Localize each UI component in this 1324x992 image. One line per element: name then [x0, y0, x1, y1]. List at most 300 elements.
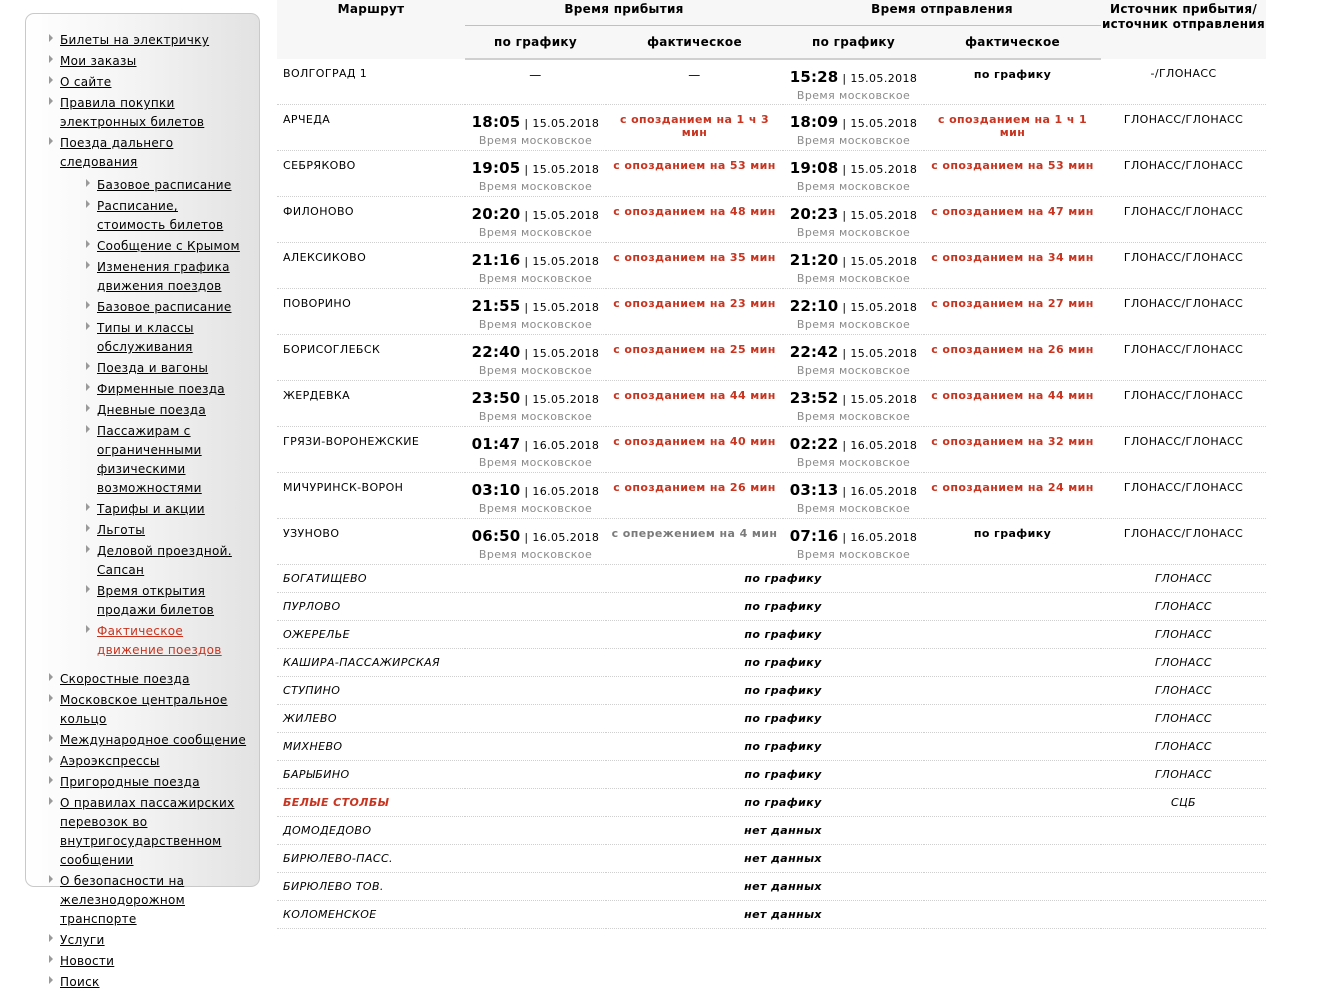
timezone-label: Время московское: [478, 410, 593, 423]
station-name: БОГАТИЩЕВО: [277, 565, 465, 593]
sidebar-subitem: [84, 317, 244, 355]
sidebar-subitem: [84, 174, 244, 193]
actual-cell: [606, 105, 783, 151]
status-text: по графику: [744, 572, 822, 585]
actual-cell: [924, 473, 1101, 519]
date-separator: |: [520, 117, 533, 130]
actual-cell: [606, 335, 783, 381]
bullet-arrow-icon: [49, 137, 53, 145]
timezone-label: Время московское: [478, 272, 593, 285]
status-text: по графику: [744, 768, 822, 781]
station-name: ПОВОРИНО: [277, 289, 465, 335]
source-cell: ГЛОНАСС/ГЛОНАСС: [1101, 105, 1266, 151]
sidebar-item: [47, 729, 247, 748]
actual-status: —: [688, 67, 701, 82]
sidebar-item: [47, 132, 247, 658]
station-name: КОЛОМЕНСКОЕ: [277, 901, 465, 929]
actual-cell: [924, 59, 1101, 105]
date-value: 15.05.2018: [532, 393, 600, 406]
sidebar-subitem: [84, 235, 244, 254]
source-cell: ГЛОНАСС/ГЛОНАСС: [1101, 519, 1266, 565]
sidebar-link[interactable]: Аэроэкспрессы: [60, 754, 160, 768]
date-separator: |: [520, 255, 533, 268]
timezone-label: Время московское: [796, 318, 911, 331]
actual-cell: [924, 197, 1101, 243]
status-text: нет данных: [744, 908, 822, 921]
time-cell: [465, 243, 606, 289]
source-cell: [1101, 873, 1266, 901]
table-row: [277, 845, 1266, 873]
actual-status: по графику: [973, 527, 1052, 540]
sidebar-link[interactable]: О безопасности на железнодорожном транспорте: [60, 874, 185, 926]
bullet-arrow-icon: [86, 625, 90, 633]
actual-status: с опозданием на 1 ч 3 мин: [619, 113, 770, 139]
table-row: [277, 621, 1266, 649]
actual-status: с опозданием на 53 мин: [931, 159, 1094, 172]
timezone-label: Время московское: [796, 180, 911, 193]
timezone-label: Время московское: [796, 226, 911, 239]
sidebar-link[interactable]: Мои заказы: [60, 54, 137, 68]
date-value: 15.05.2018: [850, 393, 918, 406]
timezone-label: Время московское: [478, 548, 593, 561]
date-separator: |: [838, 531, 851, 544]
sidebar-item: [47, 950, 247, 969]
status-text: нет данных: [744, 852, 822, 865]
departure-header: Время отправления: [783, 0, 1101, 25]
time-value: 21:16: [471, 251, 521, 269]
status-cell: [465, 845, 1101, 873]
sidebar-item: [47, 689, 247, 727]
station-name: МИХНЕВО: [277, 733, 465, 761]
actual-status: с опозданием на 26 мин: [931, 343, 1094, 356]
actual-status: с опозданием на 44 мин: [613, 389, 776, 402]
sidebar-link[interactable]: О сайте: [60, 75, 112, 89]
date-separator: |: [838, 255, 851, 268]
date-value: 15.05.2018: [850, 117, 918, 130]
station-name: ДОМОДЕДОВО: [277, 817, 465, 845]
source-cell: [1101, 845, 1266, 873]
bullet-arrow-icon: [86, 200, 90, 208]
sidebar-subitem: [84, 256, 244, 294]
source-cell: -/ГЛОНАСС: [1101, 59, 1266, 105]
time-cell: [783, 473, 924, 519]
timezone-label: Время московское: [796, 548, 911, 561]
table-row: [277, 761, 1266, 789]
actual-cell: [924, 289, 1101, 335]
sidebar-link[interactable]: О правилах пассажирских перевозок во внутригосударственном сообщении: [60, 796, 235, 867]
station-name: АРЧЕДА: [277, 105, 465, 151]
time-cell: [465, 335, 606, 381]
source-cell: ГЛОНАСС/ГЛОНАСС: [1101, 151, 1266, 197]
actual-status: с опозданием на 53 мин: [613, 159, 776, 172]
actual-status: с опозданием на 26 мин: [613, 481, 776, 494]
station-name: ЖЕРДЕВКА: [277, 381, 465, 427]
sidebar-link[interactable]: Тарифы и акции: [97, 502, 205, 516]
sidebar-link[interactable]: Поиск: [60, 975, 100, 989]
date-value: 16.05.2018: [850, 485, 918, 498]
date-value: 15.05.2018: [850, 71, 918, 85]
time-value: 22:40: [471, 343, 521, 361]
source-cell: ГЛОНАСС: [1101, 621, 1266, 649]
sidebar-link[interactable]: Льготы: [97, 523, 146, 537]
date-separator: |: [838, 301, 851, 314]
empty-dash: —: [529, 67, 542, 82]
actual-status: по графику: [973, 67, 1052, 81]
sidebar-item: [47, 750, 247, 769]
time-cell: [465, 105, 606, 151]
source-cell: ГЛОНАСС/ГЛОНАСС: [1101, 335, 1266, 381]
date-value: 16.05.2018: [532, 485, 600, 498]
status-cell: [465, 789, 1101, 817]
sidebar-item: [47, 792, 247, 868]
bullet-arrow-icon: [49, 76, 53, 84]
bullet-arrow-icon: [86, 322, 90, 330]
timezone-label: Время московское: [478, 364, 593, 377]
source-cell: ГЛОНАСС/ГЛОНАСС: [1101, 427, 1266, 473]
actual-status: с опозданием на 27 мин: [931, 297, 1094, 310]
status-cell: [465, 733, 1101, 761]
actual-cell: [606, 519, 783, 565]
time-value: 18:05: [471, 113, 521, 131]
train-movement-table: [277, 0, 1266, 929]
sidebar-submenu: [84, 174, 244, 658]
time-value: 23:52: [789, 389, 839, 407]
actual-cell: [924, 519, 1101, 565]
sidebar-item: [47, 71, 247, 90]
source-cell: ГЛОНАСС: [1101, 649, 1266, 677]
date-value: 15.05.2018: [532, 209, 600, 222]
status-text: по графику: [744, 684, 822, 697]
date-value: 16.05.2018: [532, 439, 600, 452]
sidebar-link[interactable]: Скоростные поезда: [60, 672, 190, 686]
date-value: 15.05.2018: [850, 163, 918, 176]
actual-cell: [924, 243, 1101, 289]
status-text: по графику: [744, 656, 822, 669]
bullet-arrow-icon: [49, 97, 53, 105]
bullet-arrow-icon: [86, 585, 90, 593]
sidebar-subitem: [84, 357, 244, 376]
station-name: ФИЛОНОВО: [277, 197, 465, 243]
bullet-arrow-icon: [86, 261, 90, 269]
bullet-arrow-icon: [49, 734, 53, 742]
sidebar-link[interactable]: Типы и классы обслуживания: [97, 321, 194, 354]
time-value: 03:13: [789, 481, 839, 499]
status-cell: [465, 593, 1101, 621]
source-cell: ГЛОНАСС/ГЛОНАСС: [1101, 243, 1266, 289]
status-cell: [465, 677, 1101, 705]
sidebar-link[interactable]: Поезда дальнего следования: [60, 136, 174, 169]
status-text: нет данных: [744, 824, 822, 837]
sidebar-subitem: [84, 540, 244, 578]
actual-cell: [606, 197, 783, 243]
bullet-arrow-icon: [49, 55, 53, 63]
bullet-arrow-icon: [86, 545, 90, 553]
time-cell: [783, 151, 924, 197]
time-cell: [783, 105, 924, 151]
bullet-arrow-icon: [86, 362, 90, 370]
time-cell: [783, 427, 924, 473]
sidebar-subitem: [84, 378, 244, 397]
sidebar-link-active[interactable]: Фактическое движение поездов: [97, 624, 222, 657]
station-name: БАРЫБИНО: [277, 761, 465, 789]
sidebar-link[interactable]: Сообщение с Крымом: [97, 239, 240, 253]
time-cell: [465, 473, 606, 519]
date-separator: |: [838, 439, 851, 452]
route-header: Маршрут: [277, 0, 465, 59]
sidebar-link[interactable]: Новости: [60, 954, 115, 968]
sidebar-subitem: [84, 195, 244, 233]
sidebar-link[interactable]: Изменения графика движения поездов: [97, 260, 230, 293]
date-separator: |: [838, 393, 851, 406]
date-separator: |: [838, 163, 851, 176]
bullet-arrow-icon: [49, 976, 53, 984]
date-value: 15.05.2018: [850, 255, 918, 268]
station-name: БОРИСОГЛЕБСК: [277, 335, 465, 381]
sidebar-item: [47, 771, 247, 790]
table-row: [277, 243, 1266, 289]
status-text: по графику: [744, 628, 822, 641]
table-row: [277, 473, 1266, 519]
sidebar-link[interactable]: Деловой проездной. Сапсан: [97, 544, 232, 577]
actual-cell: [606, 151, 783, 197]
status-text: нет данных: [744, 880, 822, 893]
actual-status: с опозданием на 32 мин: [931, 435, 1094, 448]
bullet-arrow-icon: [86, 404, 90, 412]
timezone-label: Время московское: [796, 134, 911, 147]
sidebar-item: [47, 971, 247, 990]
sidebar-subitem: [84, 498, 244, 517]
actual-status: с опозданием на 48 мин: [613, 205, 776, 218]
sidebar-subitem: [84, 296, 244, 315]
date-value: 15.05.2018: [532, 117, 600, 130]
timezone-label: Время московское: [478, 318, 593, 331]
table-row: [277, 649, 1266, 677]
source-cell: ГЛОНАСС: [1101, 677, 1266, 705]
date-separator: |: [838, 347, 851, 360]
sidebar-link[interactable]: Расписание, стоимость билетов: [97, 199, 224, 232]
date-value: 15.05.2018: [532, 255, 600, 268]
sidebar-link[interactable]: Московское центральное кольцо: [60, 693, 228, 726]
actual-cell: [924, 105, 1101, 151]
date-value: 16.05.2018: [850, 531, 918, 544]
sidebar-item: [47, 929, 247, 948]
timezone-label: Время московское: [796, 272, 911, 285]
time-cell: [783, 289, 924, 335]
actual-status: с опозданием на 34 мин: [931, 251, 1094, 264]
table-row: [277, 593, 1266, 621]
time-value: 15:28: [789, 67, 839, 86]
station-name: БЕЛЫЕ СТОЛБЫ: [277, 789, 465, 817]
station-name: МИЧУРИНСК-ВОРОН: [277, 473, 465, 519]
sidebar-item: [47, 29, 247, 48]
sidebar-link[interactable]: Услуги: [60, 933, 105, 947]
date-separator: |: [520, 163, 533, 176]
timezone-label: Время московское: [796, 88, 911, 102]
date-value: 15.05.2018: [850, 301, 918, 314]
source-cell: ГЛОНАСС: [1101, 761, 1266, 789]
station-name: УЗУНОВО: [277, 519, 465, 565]
sidebar-item: [47, 668, 247, 687]
station-name: АЛЕКСИКОВО: [277, 243, 465, 289]
time-cell: [783, 59, 924, 105]
table-row: [277, 519, 1266, 565]
status-text: по графику: [744, 600, 822, 613]
date-separator: |: [520, 301, 533, 314]
sidebar-item: [47, 870, 247, 927]
date-value: 15.05.2018: [532, 347, 600, 360]
bullet-arrow-icon: [49, 875, 53, 883]
table-row: [277, 151, 1266, 197]
bullet-arrow-icon: [86, 524, 90, 532]
time-value: 20:23: [789, 205, 839, 223]
timezone-label: Время московское: [796, 502, 911, 515]
source-cell: [1101, 901, 1266, 929]
table-row: [277, 789, 1266, 817]
actual-status: с опозданием на 40 мин: [613, 435, 776, 448]
date-separator: |: [520, 209, 533, 222]
date-value: 15.05.2018: [532, 163, 600, 176]
bullet-arrow-icon: [49, 694, 53, 702]
time-cell: [783, 243, 924, 289]
time-value: 01:47: [471, 435, 521, 453]
actual-status: с опозданием на 44 мин: [931, 389, 1094, 402]
sidebar-subitem: [84, 580, 244, 618]
bullet-arrow-icon: [86, 179, 90, 187]
time-cell: [465, 381, 606, 427]
date-separator: |: [520, 393, 533, 406]
departure-scheduled-header: по графику: [783, 25, 924, 59]
sidebar-link[interactable]: Время открытия продажи билетов: [97, 584, 215, 617]
date-separator: |: [520, 439, 533, 452]
source-cell: ГЛОНАСС: [1101, 705, 1266, 733]
table-row: [277, 873, 1266, 901]
actual-status: с опозданием на 47 мин: [931, 205, 1094, 218]
table-row: [277, 335, 1266, 381]
source-cell: ГЛОНАСС: [1101, 733, 1266, 761]
sidebar-link[interactable]: Поезда и вагоны: [97, 361, 209, 375]
status-cell: [465, 761, 1101, 789]
actual-cell: [606, 289, 783, 335]
actual-status: с опозданием на 25 мин: [613, 343, 776, 356]
timezone-label: Время московское: [796, 364, 911, 377]
source-cell: ГЛОНАСС/ГЛОНАСС: [1101, 197, 1266, 243]
date-separator: |: [520, 531, 533, 544]
table-row: [277, 197, 1266, 243]
station-name: БИРЮЛЕВО-ПАСС.: [277, 845, 465, 873]
actual-cell: [924, 151, 1101, 197]
sidebar-link[interactable]: Билеты на электричку: [60, 33, 210, 47]
arrival-actual-header: фактическое: [606, 25, 783, 59]
source-cell: ГЛОНАСС/ГЛОНАСС: [1101, 289, 1266, 335]
timezone-label: Время московское: [478, 502, 593, 515]
time-value: 22:10: [789, 297, 839, 315]
actual-cell: [606, 381, 783, 427]
status-cell: [465, 621, 1101, 649]
status-text: по графику: [744, 712, 822, 725]
station-name: ЖИЛЕВО: [277, 705, 465, 733]
time-cell: [465, 197, 606, 243]
timezone-label: Время московское: [478, 456, 593, 469]
sidebar-link[interactable]: Международное сообщение: [60, 733, 247, 747]
date-value: 15.05.2018: [850, 209, 918, 222]
sidebar-link[interactable]: Пассажирам с ограниченными физическими возможностями: [97, 424, 202, 495]
date-value: 15.05.2018: [850, 347, 918, 360]
sidebar-link[interactable]: Базовое расписание: [97, 178, 232, 192]
time-value: 21:20: [789, 251, 839, 269]
sidebar-link[interactable]: Пригородные поезда: [60, 775, 200, 789]
sidebar-nav: [25, 13, 260, 989]
sidebar-subitem: [84, 519, 244, 538]
sidebar-item: [47, 92, 247, 130]
status-cell: [465, 649, 1101, 677]
bullet-arrow-icon: [49, 673, 53, 681]
actual-cell: [606, 59, 783, 105]
time-value: 22:42: [789, 343, 839, 361]
time-value: 19:08: [789, 159, 839, 177]
time-value: 03:10: [471, 481, 521, 499]
sidebar-subitem: [84, 420, 244, 496]
table-row: [277, 427, 1266, 473]
status-text: по графику: [744, 796, 822, 809]
station-name: ОЖЕРЕЛЬЕ: [277, 621, 465, 649]
sidebar-subitem: [84, 399, 244, 418]
date-separator: |: [520, 347, 533, 360]
bullet-arrow-icon: [86, 383, 90, 391]
actual-cell: [606, 243, 783, 289]
actual-status: с опозданием на 23 мин: [613, 297, 776, 310]
station-name: ГРЯЗИ-ВОРОНЕЖСКИЕ: [277, 427, 465, 473]
bullet-arrow-icon: [86, 425, 90, 433]
time-value: 18:09: [789, 113, 839, 131]
bullet-arrow-icon: [86, 301, 90, 309]
status-cell: [465, 705, 1101, 733]
sidebar-link[interactable]: Фирменные поезда: [97, 382, 225, 396]
bullet-arrow-icon: [86, 240, 90, 248]
table-row: [277, 289, 1266, 335]
bullet-arrow-icon: [49, 755, 53, 763]
timezone-label: Время московское: [478, 134, 593, 147]
timezone-label: Время московское: [796, 410, 911, 423]
date-value: 15.05.2018: [532, 301, 600, 314]
station-name: СЕБРЯКОВО: [277, 151, 465, 197]
actual-status: с опережением на 4 мин: [611, 527, 778, 540]
source-cell: ГЛОНАСС/ГЛОНАСС: [1101, 381, 1266, 427]
time-value: 06:50: [471, 527, 521, 545]
sidebar-item: [47, 50, 247, 69]
table-row: [277, 817, 1266, 845]
actual-cell: [924, 335, 1101, 381]
table-row: [277, 705, 1266, 733]
table-row: [277, 105, 1266, 151]
arrival-header: Время прибытия: [465, 0, 783, 25]
bullet-arrow-icon: [49, 34, 53, 42]
source-cell: ГЛОНАСС: [1101, 565, 1266, 593]
source-cell: ГЛОНАСС/ГЛОНАСС: [1101, 473, 1266, 519]
source-cell: СЦБ: [1101, 789, 1266, 817]
arrival-scheduled-header: по графику: [465, 25, 606, 59]
time-value: 21:55: [471, 297, 521, 315]
actual-status: с опозданием на 24 мин: [931, 481, 1094, 494]
time-value: 19:05: [471, 159, 521, 177]
source-cell: [1101, 817, 1266, 845]
bullet-arrow-icon: [49, 934, 53, 942]
sidebar-link[interactable]: Правила покупки электронных билетов: [60, 96, 205, 129]
sidebar-link[interactable]: Дневные поезда: [97, 403, 206, 417]
station-name: СТУПИНО: [277, 677, 465, 705]
sidebar-link[interactable]: Базовое расписание: [97, 300, 232, 314]
bullet-arrow-icon: [86, 503, 90, 511]
time-cell: [783, 335, 924, 381]
